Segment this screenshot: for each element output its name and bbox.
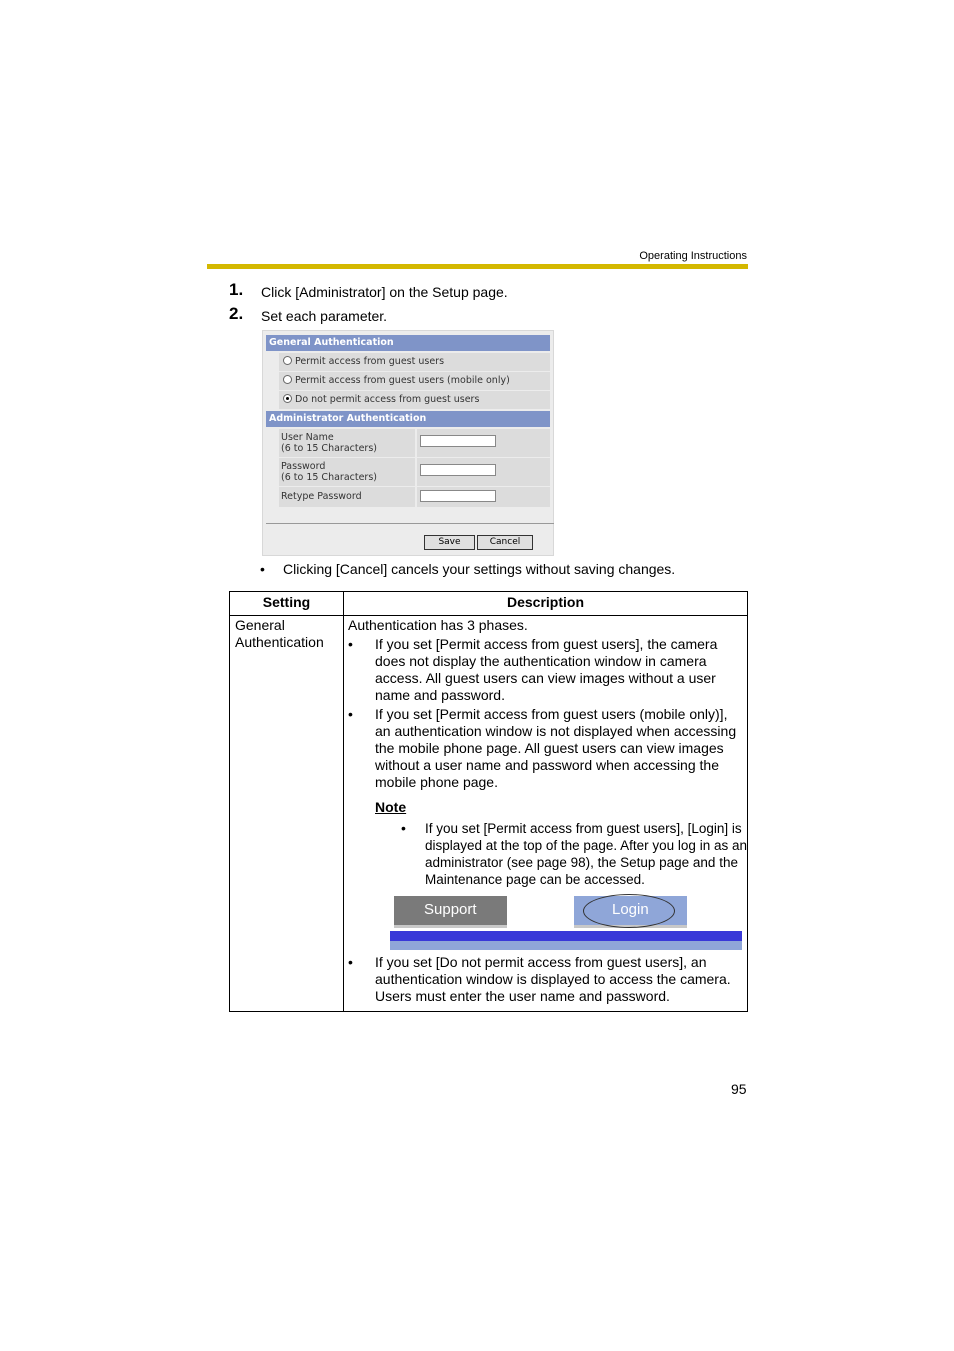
retype-password-input[interactable] bbox=[420, 490, 496, 502]
highlight-ellipse bbox=[583, 894, 675, 928]
option-label: Permit access from guest users bbox=[295, 356, 445, 367]
step-text: Set each parameter. bbox=[261, 308, 388, 324]
option-label: Do not permit access from guest users bbox=[295, 394, 480, 405]
cancel-button[interactable]: Cancel bbox=[477, 535, 533, 550]
user-name-input[interactable] bbox=[420, 435, 496, 447]
column-header-setting: Setting bbox=[262, 594, 311, 610]
step-number: 1. bbox=[229, 280, 244, 299]
option-guest-mobile[interactable] bbox=[279, 372, 550, 390]
description-intro: Authentication has 3 phases. bbox=[348, 617, 528, 633]
menu-bar-band bbox=[390, 941, 742, 950]
support-menu-button[interactable]: Support bbox=[394, 896, 507, 928]
general-auth-header: General Authentication bbox=[266, 335, 550, 351]
settings-screenshot bbox=[262, 330, 554, 556]
admin-auth-header: Administrator Authentication bbox=[266, 411, 550, 427]
option-no-guest[interactable] bbox=[279, 391, 550, 409]
field-label: Password (6 to 15 Characters) bbox=[281, 461, 377, 483]
login-menu-button[interactable]: Login bbox=[574, 896, 687, 928]
retype-password-row bbox=[279, 487, 550, 507]
column-header-description: Description bbox=[506, 594, 584, 610]
divider bbox=[266, 523, 554, 524]
password-input[interactable] bbox=[420, 464, 496, 476]
radio-button[interactable] bbox=[283, 375, 292, 384]
option-label: Permit access from guest users (mobile only) bbox=[295, 375, 510, 386]
step-number: 2. bbox=[229, 304, 244, 323]
menu-bar-illustration bbox=[390, 896, 742, 952]
field-label: User Name (6 to 15 Characters) bbox=[281, 432, 377, 454]
field-label: Retype Password bbox=[281, 491, 362, 502]
radio-button[interactable] bbox=[283, 356, 292, 365]
user-name-row bbox=[279, 429, 550, 457]
option-guest[interactable] bbox=[279, 353, 550, 371]
settings-table: Setting Description General Authentication Authentication has 3 phases. • If you set [Permit access from guest users], the camera does not display the authentication window in camera access. All guest users can view images without a user name and password. • If you set [Permit access from guest users (mobile only)], an authentication window is not displayed when accessing the mobile phone page. All guest users can view images without a user name and password when accessing the mobile phone page. Note • If you set [Permit access from guest users], [Login] is displayed at the top of the page. After you log in as an administrator (see page 98), the Setup page and the Maintenance page can be accessed. Support Login • If you set [Do not permit access from guest users], an authentication window is displayed to access the camera. Users must enter the user name and password. bbox=[229, 591, 748, 1012]
password-row bbox=[279, 458, 550, 486]
cancel-note-text: Clicking [Cancel] cancels your settings without saving changes. bbox=[283, 561, 676, 577]
save-button[interactable]: Save bbox=[424, 535, 475, 550]
page-number: 95 bbox=[731, 1081, 747, 1097]
header-rule bbox=[207, 264, 748, 269]
note-heading: Note bbox=[375, 799, 407, 815]
radio-button-selected[interactable] bbox=[283, 394, 292, 403]
running-header: Operating Instructions bbox=[639, 250, 747, 262]
setting-name: General Authentication bbox=[235, 617, 324, 650]
menu-bar-band bbox=[390, 931, 742, 941]
step-text: Click [Administrator] on the Setup page. bbox=[261, 284, 508, 300]
